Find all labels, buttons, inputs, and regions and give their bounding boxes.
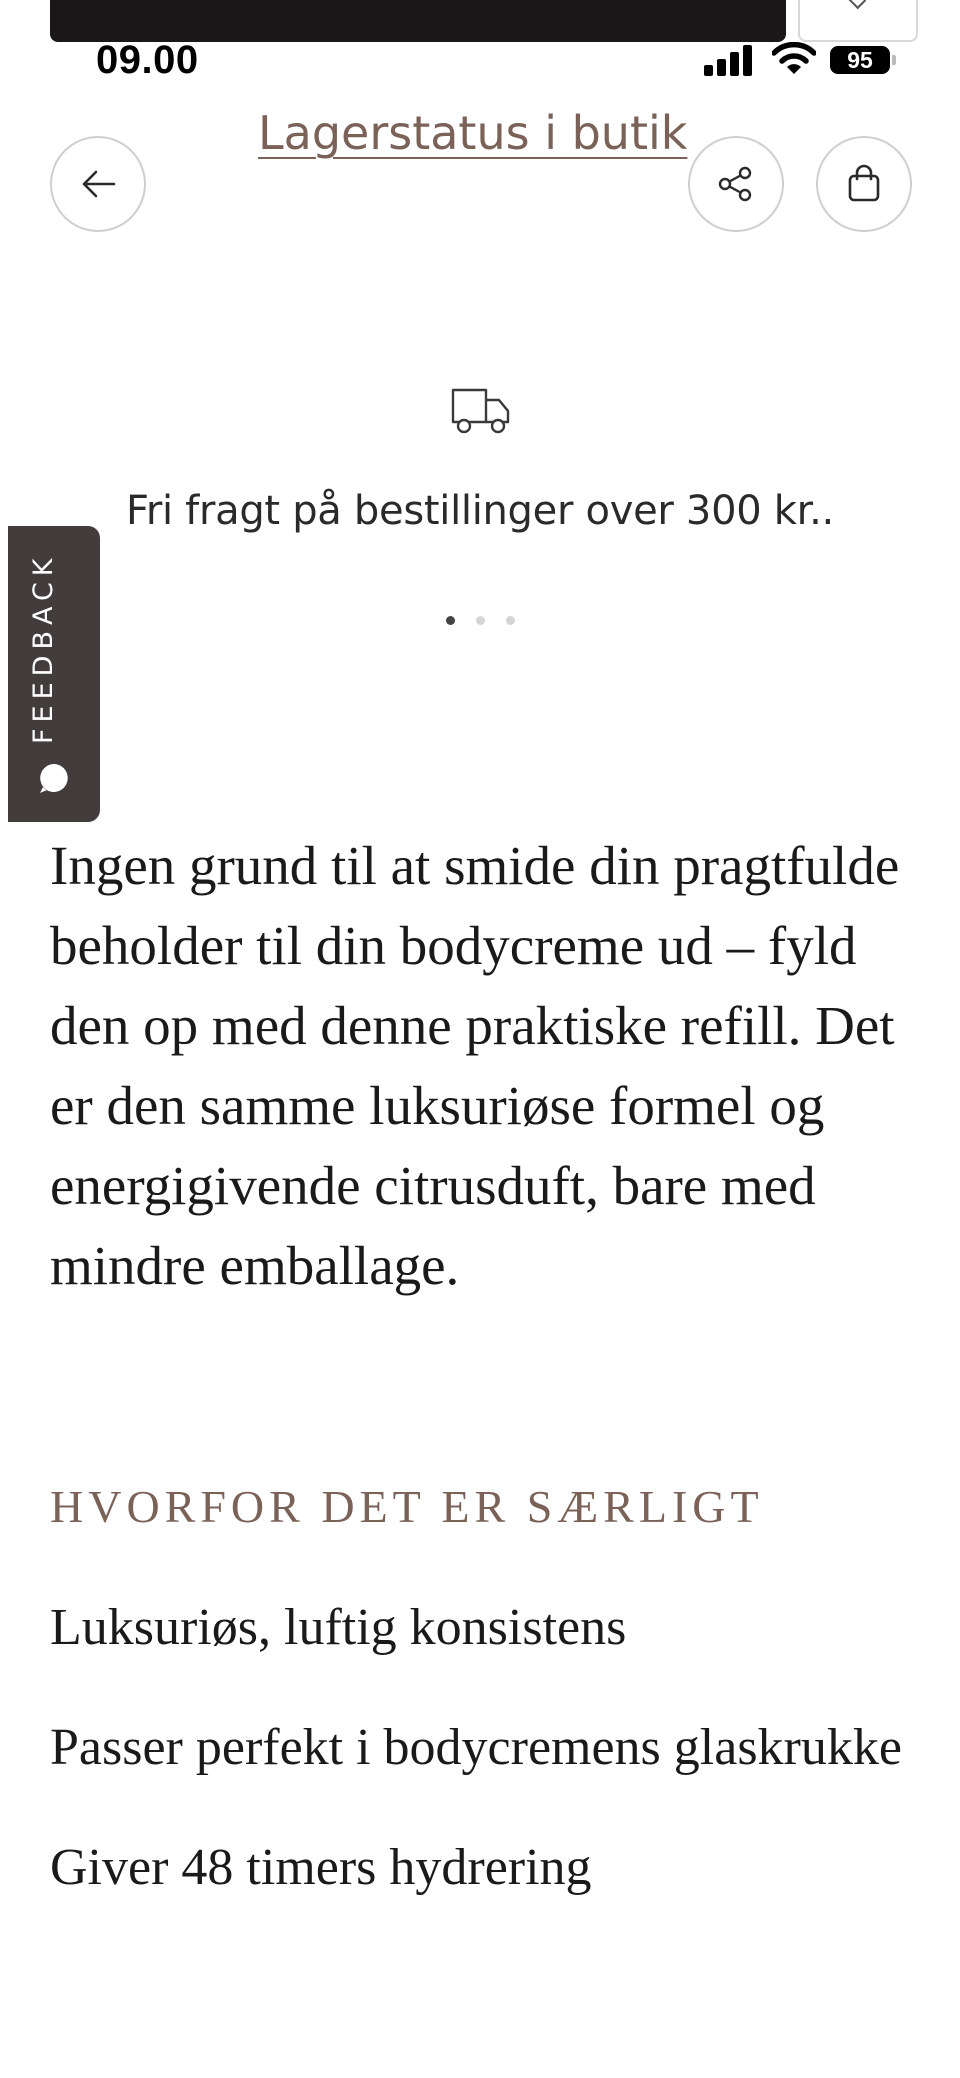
battery-level: 95	[830, 46, 890, 74]
benefits-list	[50, 1588, 910, 1948]
store-stock-link[interactable]: Lagerstatus i butik	[258, 106, 688, 160]
feedback-label: FEEDBACK	[28, 552, 59, 744]
share-button[interactable]	[688, 136, 784, 232]
why-special-heading: HVORFOR DET ER SÆRLIGT	[50, 1481, 764, 1532]
share-icon	[716, 164, 756, 204]
top-overlay-card	[798, 0, 918, 42]
feedback-tab[interactable]	[8, 526, 100, 822]
chevron-icon	[848, 0, 866, 9]
product-description: Ingen grund til at smide din pragtfulde beholder til din bodycreme ud – fyld den op med denne praktiske refill. Det er den samme luksuriøse formel og energigivende citrusduft, bare med mindre emballage.	[50, 835, 900, 1296]
battery-cap	[892, 55, 896, 65]
delivery-truck-icon	[450, 384, 512, 436]
shopping-bag-button[interactable]	[816, 136, 912, 232]
benefit-item: Giver 48 timers hydrering	[50, 1839, 592, 1896]
wifi-icon	[772, 42, 816, 76]
speech-bubble-icon	[38, 762, 70, 794]
benefit-item: Luksuriøs, luftig konsistens	[50, 1599, 627, 1656]
arrow-left-icon	[80, 169, 116, 199]
top-overlay-bar	[50, 0, 786, 42]
carousel-dot-1[interactable]	[446, 616, 455, 625]
carousel-dot-3[interactable]	[506, 616, 515, 625]
benefit-item: Passer perfekt i bodycremens glaskrukke	[50, 1719, 902, 1776]
carousel-dot-2[interactable]	[476, 616, 485, 625]
status-indicators	[700, 44, 900, 84]
shopping-bag-icon	[846, 164, 882, 204]
cellular-signal-icon	[704, 44, 756, 76]
back-button[interactable]	[50, 136, 146, 232]
status-time: 09.00	[96, 38, 199, 82]
free-shipping-promo: Fri fragt på bestillinger over 300 kr..	[126, 488, 834, 534]
